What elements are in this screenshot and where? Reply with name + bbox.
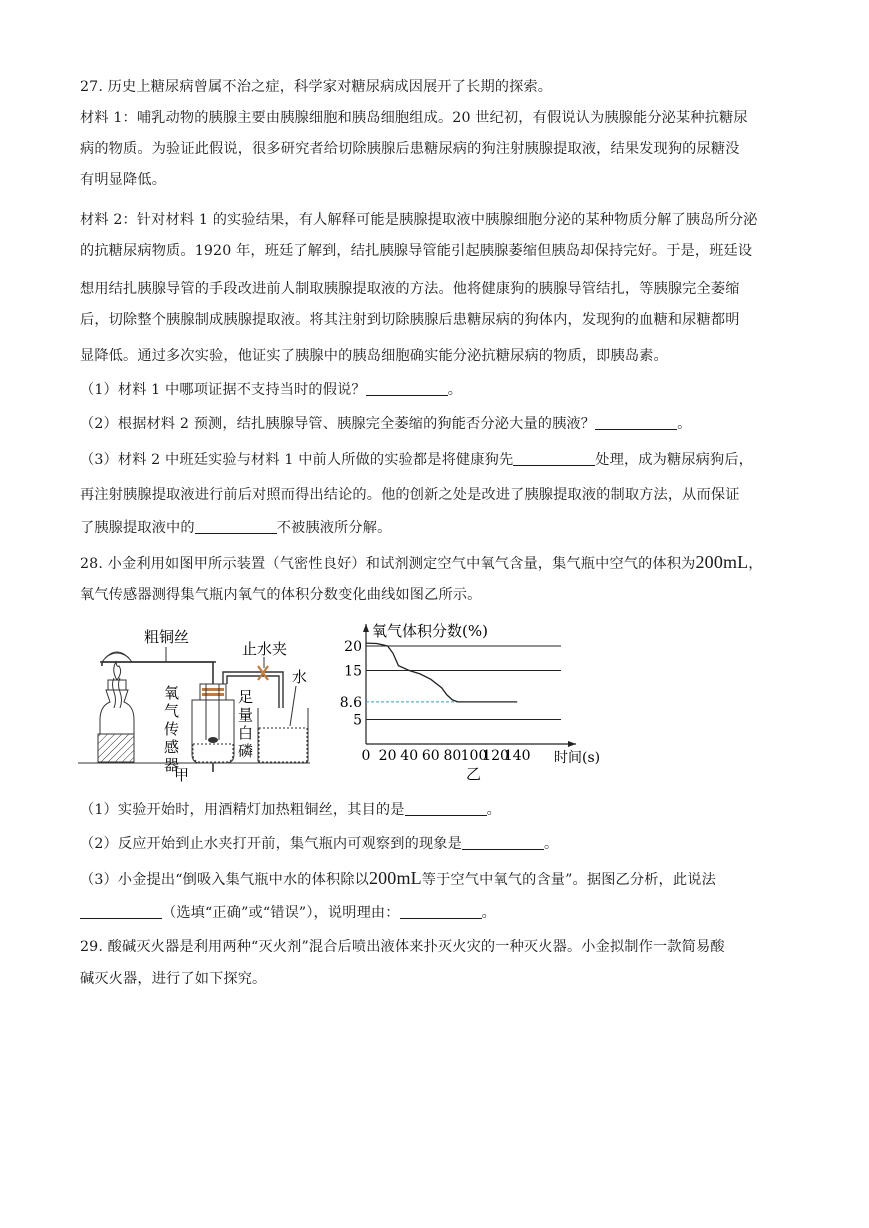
oxygen-chart bbox=[340, 622, 600, 782]
x-tick-label: 100 bbox=[460, 748, 488, 764]
x-tick-label: 60 bbox=[421, 748, 440, 764]
q27-sub3-line2: 再注射胰腺提取液进行前后对照而得出结论的。他的创新之处是改进了胰腺提取液的制取方法，从而保证 bbox=[80, 487, 740, 503]
q28-sub1 bbox=[80, 800, 501, 820]
q27-sub2-end: 。 bbox=[677, 416, 692, 432]
q28-sub3-volume: 200mL bbox=[369, 868, 422, 888]
svg-text:传: 传 bbox=[164, 720, 180, 738]
q27-sub2 bbox=[80, 414, 692, 434]
x-tick-label: 120 bbox=[482, 748, 509, 764]
q28-sub3-line1 bbox=[80, 868, 716, 890]
x-tick-label: 20 bbox=[378, 748, 397, 764]
q27-material2-line1: 材料 2：针对材料 1 的实验结果，有人解释可能是胰腺提取液中胰腺细胞分泌的某种物质分解了胰岛所分泌 bbox=[80, 212, 758, 228]
q28-sub1-end: 。 bbox=[486, 802, 501, 818]
svg-text:白: 白 bbox=[238, 724, 254, 742]
q28-sub3-text2: 等于空气中氧气的含量”。据图乙分析，此说法 bbox=[421, 872, 716, 888]
figure-b-caption: 乙 bbox=[466, 765, 482, 782]
gas-bottle-icon bbox=[192, 684, 234, 763]
svg-text:量: 量 bbox=[238, 706, 254, 724]
figure-a-caption: 甲 bbox=[174, 766, 190, 782]
q28-sub3-line2 bbox=[80, 903, 496, 923]
beaker-icon bbox=[258, 708, 308, 763]
q29-stem-line2: 碱灭火器，进行了如下探究。 bbox=[80, 971, 267, 987]
y-tick-label: 15 bbox=[344, 663, 362, 680]
q27-stem: 27. 历史上糖尿病曾属不治之症，科学家对糖尿病成因展开了长期的探索。 bbox=[80, 79, 553, 95]
x-axis-label: 时间(s) bbox=[554, 750, 600, 766]
svg-text:气: 气 bbox=[164, 702, 180, 720]
q28-sub1-text: （1）实验开始时，用酒精灯加热粗铜丝，其目的是 bbox=[80, 802, 405, 818]
q27-sub3-answer-blank2[interactable] bbox=[195, 519, 277, 534]
q28-sub3-text3: （选填“正确”或“错误”），说明理由： bbox=[162, 905, 400, 921]
q27-sub2-text: （2）根据材料 2 预测，结扎胰腺导管、胰腺完全萎缩的狗能否分泌大量的胰液？ bbox=[80, 416, 596, 432]
x-tick-label: 40 bbox=[400, 748, 419, 764]
label-clamp: 止水夹 bbox=[242, 640, 288, 658]
y-tick-label: 20 bbox=[344, 639, 362, 655]
q28-sub2-text: （2）反应开始到止水夹打开前，集气瓶内可观察到的现象是 bbox=[80, 836, 462, 852]
q27-sub1-answer-blank[interactable] bbox=[366, 381, 448, 396]
y-axis-label: 氧气体积分数(%) bbox=[372, 622, 488, 640]
x-axis-arrow bbox=[568, 741, 576, 747]
alcohol-lamp-icon bbox=[98, 652, 134, 762]
q28-stem-line2: 氧气传感器测得集气瓶内氧气的体积分数变化曲线如图乙所示。 bbox=[80, 587, 482, 603]
q28-sub3-text1: （3）小金提出“倒吸入集气瓶中水的体积除以 bbox=[80, 872, 369, 888]
label-water: 水 bbox=[292, 668, 308, 686]
q28-stem-comma: ， bbox=[748, 556, 763, 572]
q27-material2-line4: 后，切除整个胰腺制成胰腺提取液。将其注射到切除胰腺后患糖尿病的狗体内，发现狗的血糖和尿糖都明 bbox=[80, 312, 740, 328]
q28-sub3-answer-blank2[interactable] bbox=[400, 904, 482, 919]
q27-sub3-text1: （3）材料 2 中班廷实验与材料 1 中前人所做的实验都是将健康狗先 bbox=[80, 452, 514, 468]
q27-material1-line2: 病的物质。为验证此假说，很多研究者给切除胰腺后患糖尿病的狗注射胰腺提取液，结果发现狗的尿糖没 bbox=[80, 141, 740, 157]
q27-sub1-end: 。 bbox=[447, 382, 463, 398]
q28-sub2-end: 。 bbox=[543, 836, 559, 852]
q29-stem-line1: 29. 酸碱灭火器是利用两种“灭火剂”混合后喷出液体来扑灭火灾的一种灭火器。小金拟制作一款简易酸 bbox=[80, 939, 725, 955]
q28-sub1-answer-blank[interactable] bbox=[405, 801, 487, 816]
q27-sub3-answer-blank1[interactable] bbox=[513, 451, 595, 466]
q27-sub1-text: （1）材料 1 中哪项证据不支持当时的假说？ bbox=[80, 382, 366, 398]
q27-sub3-text4: 不被胰液所分解。 bbox=[276, 520, 392, 536]
q27-material2-line5: 显降低。通过多次实验，他证实了胰腺中的胰岛细胞确实能分泌抗糖尿病的物质，即胰岛素。 bbox=[80, 348, 668, 364]
x-tick-label: 140 bbox=[503, 748, 531, 764]
svg-text:感: 感 bbox=[164, 738, 180, 756]
q28-volume: 200mL bbox=[695, 552, 749, 572]
q27-sub1 bbox=[80, 380, 462, 400]
q27-material2-line3: 想用结扎胰腺导管的手段改进前人制取胰腺提取液的方法。他将健康狗的胰腺导管结扎，等胰腺完全萎缩 bbox=[80, 281, 740, 297]
apparatus-figure bbox=[78, 622, 600, 782]
q27-sub3-text3: 了胰腺提取液中的 bbox=[80, 520, 195, 536]
q27-material1-line1: 材料 1：哺乳动物的胰腺主要由胰腺细胞和胰岛细胞组成。20 世纪初，有假说认为胰腺能分泌某种抗糖尿 bbox=[80, 110, 748, 126]
label-white-phosphorus bbox=[238, 688, 253, 760]
water-clamp-icon bbox=[258, 666, 268, 680]
q28-sub3-end: 。 bbox=[481, 905, 496, 921]
q27-material1-line3: 有明显降低。 bbox=[80, 172, 167, 188]
svg-text:足: 足 bbox=[238, 688, 254, 706]
svg-text:磷: 磷 bbox=[238, 742, 254, 760]
x-tick-label: 80 bbox=[443, 748, 462, 764]
y-tick-label: 8.6 bbox=[339, 694, 362, 711]
q28-stem-line1 bbox=[80, 552, 763, 574]
svg-text:器: 器 bbox=[164, 756, 180, 774]
y-axis-arrow bbox=[363, 624, 369, 632]
x-tick-label: 0 bbox=[361, 748, 371, 764]
q27-sub3-line3 bbox=[80, 518, 391, 538]
q27-sub3-text2: 处理，成为糖尿病狗后， bbox=[595, 452, 754, 468]
label-oxygen-sensor bbox=[164, 684, 179, 774]
q28-stem-text: 28. 小金利用如图甲所示装置（气密性良好）和试剂测定空气中氧气含量，集气瓶中空气的体积为 bbox=[80, 556, 696, 572]
label-copper-wire: 粗铜丝 bbox=[144, 628, 190, 646]
svg-text:氧: 氧 bbox=[164, 684, 180, 702]
q27-sub3-line1 bbox=[80, 450, 753, 470]
q28-sub2-answer-blank[interactable] bbox=[462, 835, 544, 850]
q28-sub3-answer-blank1[interactable] bbox=[80, 904, 162, 919]
q27-sub2-answer-blank[interactable] bbox=[595, 415, 677, 430]
series-line bbox=[366, 643, 517, 702]
q28-sub2 bbox=[80, 834, 558, 854]
q27-material2-line2: 的抗糖尿病物质。1920 年，班廷了解到，结扎胰腺导管能引起胰腺萎缩但胰岛却保持完好。于是，班廷设 bbox=[80, 243, 753, 259]
y-tick-label: 5 bbox=[353, 712, 362, 729]
